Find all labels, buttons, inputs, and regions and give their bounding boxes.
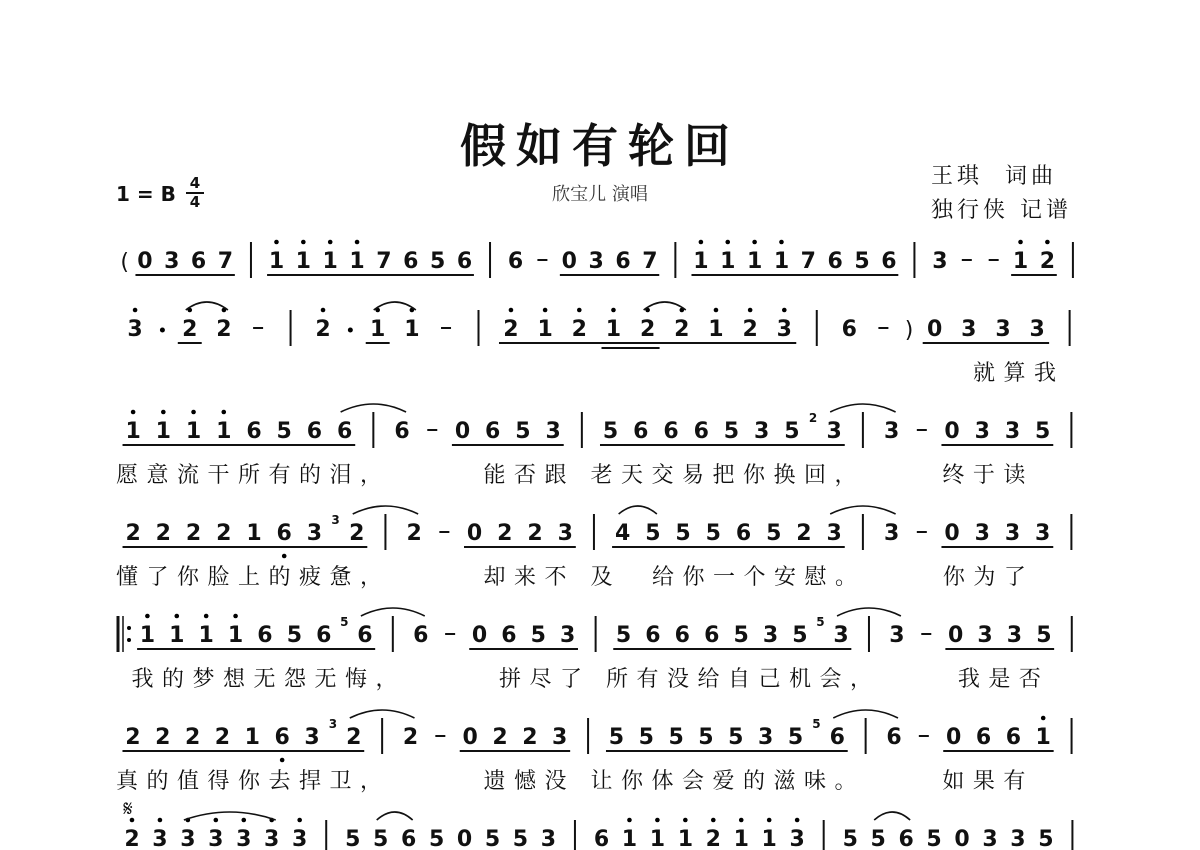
note: 5: [373, 827, 389, 850]
note: 3: [152, 827, 168, 850]
note: 6: [456, 249, 473, 274]
octave-up-dot: [1041, 716, 1046, 721]
note: 5: [728, 725, 744, 750]
note: 3: [208, 827, 224, 850]
note: 3: [826, 521, 842, 546]
note: 2: [796, 521, 812, 546]
note: 1: [370, 317, 386, 342]
note: 1: [227, 623, 244, 648]
note: 1: [139, 623, 156, 648]
note: 3: [1006, 623, 1023, 648]
note: 6: [975, 725, 992, 750]
note: 2: [742, 317, 758, 342]
note: 1: [185, 419, 202, 444]
note: 2: [639, 317, 656, 342]
note: 1: [322, 249, 338, 274]
note: 3: [306, 521, 323, 546]
lyric-line-3: 愿意流干所有的泪， 能否跟 老天交易把你换回， 终于读: [116, 463, 1034, 488]
note: 5: [615, 623, 632, 648]
octave-up-dot: [221, 410, 226, 415]
slur: [830, 404, 895, 412]
note: 6: [357, 623, 373, 648]
note: 5: [766, 521, 782, 546]
note: 5: [1036, 623, 1052, 648]
octave-up-dot: [355, 240, 360, 245]
grace-note: 5: [340, 615, 349, 629]
performer-credit: 欣宝儿 演唱: [552, 184, 648, 205]
note: 6: [841, 317, 857, 342]
octave-down-dot: [280, 758, 285, 763]
note: 5: [638, 725, 654, 750]
note: 1: [605, 317, 622, 342]
time-signature-top: 4: [189, 174, 201, 192]
note: 1: [708, 317, 724, 342]
note: 1: [268, 249, 285, 274]
note: 5: [530, 623, 546, 648]
lyric-line-5: 我的梦想无怨无悔， 拼尽了 所有没给自己机会， 我是否: [116, 667, 1050, 692]
note: 3: [974, 521, 990, 546]
lyric-line-2: 就算我: [973, 361, 1065, 386]
octave-up-dot: [204, 614, 209, 619]
note: 2: [214, 725, 231, 750]
octave-up-dot: [274, 240, 279, 245]
note: 6: [413, 623, 429, 648]
note: 2: [674, 317, 690, 342]
note: 5: [484, 827, 501, 850]
note: 6: [394, 419, 410, 444]
note: 0: [561, 249, 577, 274]
note: 3: [883, 419, 900, 444]
note: 6: [615, 249, 631, 274]
octave-up-dot: [543, 308, 548, 313]
note: 5: [926, 827, 942, 850]
octave-up-dot: [161, 410, 166, 415]
slur: [374, 302, 416, 310]
note: 2: [527, 521, 543, 546]
note: 2: [522, 725, 538, 750]
octave-up-dot: [301, 240, 306, 245]
octave-up-dot: [711, 818, 716, 823]
lyrics-music-credit: 王琪 词曲: [931, 164, 1057, 189]
octave-up-dot: [328, 240, 333, 245]
octave-down-dot: [282, 554, 287, 559]
octave-up-dot: [174, 614, 179, 619]
note: 1: [1035, 725, 1051, 750]
note: 6: [735, 521, 752, 546]
octave-up-dot: [191, 410, 196, 415]
note: 5: [668, 725, 684, 750]
note: 2: [184, 725, 201, 750]
note: 5: [723, 419, 740, 444]
note: 3: [789, 827, 805, 850]
octave-up-dot: [782, 308, 787, 313]
note: 5: [602, 419, 619, 444]
transcriber-credit: 独行侠 记谱: [931, 198, 1072, 223]
grace-note: 2: [808, 411, 818, 425]
note: 2: [216, 521, 232, 546]
note: 3: [164, 249, 180, 274]
note: 2: [497, 521, 513, 546]
note: 2: [315, 317, 331, 342]
note: 1: [125, 419, 141, 444]
octave-up-dot: [131, 410, 136, 415]
note: 3: [1035, 521, 1051, 546]
slur: [874, 812, 910, 820]
note: 5: [842, 827, 858, 850]
note: 6: [485, 419, 501, 444]
note: 1: [773, 249, 790, 274]
note: 2: [349, 521, 365, 546]
note: 3: [776, 317, 792, 342]
note: 1: [733, 827, 749, 850]
note: 6: [316, 623, 332, 648]
note: 3: [557, 521, 573, 546]
octave-up-dot: [1045, 240, 1050, 245]
octave-up-dot: [748, 308, 753, 313]
octave-up-dot: [699, 240, 704, 245]
note: 6: [403, 249, 419, 274]
note: 3: [889, 623, 905, 648]
slur: [341, 404, 406, 412]
note: 5: [854, 249, 870, 274]
bracket: ): [904, 318, 914, 343]
note: 1: [216, 419, 232, 444]
slur: [619, 506, 657, 514]
note: 3: [1004, 419, 1021, 444]
note: 5: [286, 623, 303, 648]
note: 5: [512, 827, 529, 850]
note: 5: [792, 623, 808, 648]
note: 2: [125, 521, 141, 546]
note: 5: [787, 725, 804, 750]
note: 3: [1029, 317, 1045, 342]
octave-up-dot: [133, 308, 138, 313]
note: 2: [503, 317, 519, 342]
note: 3: [982, 827, 998, 850]
octave-up-dot: [767, 818, 772, 823]
note: 2: [216, 317, 232, 342]
note: 1: [746, 249, 763, 274]
note: 6: [829, 725, 845, 750]
note: 6: [898, 827, 914, 850]
note: 0: [454, 419, 471, 444]
note: 2: [571, 317, 587, 342]
octave-up-dot: [795, 818, 800, 823]
note: 3: [883, 521, 900, 546]
note: 5: [784, 419, 800, 444]
octave-up-dot: [725, 240, 730, 245]
note: 0: [137, 249, 153, 274]
note: 3: [545, 419, 561, 444]
key-signature: 1 = B: [116, 182, 176, 206]
note: 3: [540, 827, 557, 850]
note: 5: [345, 827, 361, 850]
note: 3: [977, 623, 993, 648]
note: 5: [705, 521, 721, 546]
note: 2: [406, 521, 422, 546]
note: 7: [642, 249, 658, 274]
note: 2: [155, 725, 171, 750]
note: 6: [633, 419, 649, 444]
octave-up-dot: [509, 308, 514, 313]
note: 6: [663, 419, 679, 444]
note: 2: [346, 725, 362, 750]
note: 6: [645, 623, 661, 648]
note: 0: [462, 725, 478, 750]
slur: [830, 506, 895, 514]
note: 5: [276, 419, 292, 444]
note: 3: [236, 827, 252, 850]
note: 2: [185, 521, 202, 546]
note: 3: [127, 317, 143, 342]
note: 1: [1012, 249, 1029, 274]
note: 1: [244, 725, 260, 750]
note: 1: [246, 521, 262, 546]
note: 1: [295, 249, 311, 274]
note: 1: [404, 317, 420, 342]
note: 5: [428, 827, 445, 850]
note: 3: [180, 827, 196, 850]
note: 6: [501, 623, 517, 648]
note: 3: [762, 623, 779, 648]
note: 0: [471, 623, 488, 648]
note: 3: [754, 419, 770, 444]
note: 3: [552, 725, 568, 750]
note: 1: [761, 827, 777, 850]
note: 5: [645, 521, 661, 546]
grace-note: 5: [812, 717, 821, 731]
note: 2: [492, 725, 508, 750]
octave-up-dot: [1018, 240, 1023, 245]
repeat-dot: [127, 638, 131, 642]
note: 6: [881, 249, 897, 274]
note: 0: [944, 521, 960, 546]
note: 5: [608, 725, 625, 750]
grace-note: 3: [331, 513, 340, 527]
note: 5: [1035, 419, 1051, 444]
octave-up-dot: [158, 818, 163, 823]
note: 1: [169, 623, 185, 648]
note: 3: [264, 827, 280, 850]
note: 3: [974, 419, 990, 444]
note: 3: [995, 317, 1011, 342]
note: 6: [827, 249, 843, 274]
note: 7: [376, 249, 392, 274]
octave-up-dot: [714, 308, 719, 313]
octave-up-dot: [241, 818, 246, 823]
note: 2: [705, 827, 721, 850]
octave-up-dot: [655, 818, 660, 823]
note: 0: [944, 419, 960, 444]
note: 6: [274, 725, 290, 750]
slur: [186, 302, 228, 310]
note: 2: [182, 317, 198, 342]
note: 6: [674, 623, 690, 648]
note: 0: [954, 827, 970, 850]
octave-up-dot: [627, 818, 632, 823]
note: 5: [733, 623, 749, 648]
note: 2: [155, 521, 171, 546]
note: 5: [515, 419, 531, 444]
bracket: (: [120, 250, 130, 275]
note: 3: [304, 725, 320, 750]
note: 0: [948, 623, 964, 648]
octave-up-dot: [145, 614, 150, 619]
note: 6: [336, 419, 353, 444]
note: 6: [704, 623, 720, 648]
note: 2: [124, 827, 140, 850]
grace-note: 5: [816, 615, 825, 629]
note: 1: [649, 827, 666, 850]
segno-sign: 𝄋: [123, 797, 133, 822]
note: 0: [456, 827, 473, 850]
note: 3: [826, 419, 842, 444]
note: 0: [926, 317, 943, 342]
note: 3: [757, 725, 774, 750]
note: 1: [693, 249, 709, 274]
slur: [361, 608, 425, 616]
octave-up-dot: [611, 308, 616, 313]
note: 0: [946, 725, 962, 750]
octave-up-dot: [321, 308, 326, 313]
note: 4: [614, 521, 631, 546]
note: 5: [870, 827, 886, 850]
note: 5: [429, 249, 446, 274]
note: 1: [621, 827, 638, 850]
augmentation-dot: [348, 328, 353, 333]
octave-up-dot: [683, 818, 688, 823]
note: 6: [593, 827, 610, 850]
note: 3: [292, 827, 308, 850]
note: 3: [1004, 521, 1021, 546]
note: 6: [257, 623, 273, 648]
note: 2: [402, 725, 419, 750]
note: 7: [217, 249, 234, 274]
note: 6: [276, 521, 292, 546]
note: 2: [1039, 249, 1056, 274]
note: 6: [886, 725, 902, 750]
slur: [353, 506, 418, 514]
song-title: 假如有轮回: [460, 119, 740, 173]
note: 0: [466, 521, 483, 546]
slur: [644, 302, 686, 310]
octave-up-dot: [577, 308, 582, 313]
note: 6: [507, 249, 524, 274]
note: 6: [693, 419, 709, 444]
octave-up-dot: [752, 240, 757, 245]
grace-note: 3: [328, 717, 338, 731]
note: 1: [537, 317, 553, 342]
repeat-dot: [127, 626, 131, 630]
note: 6: [246, 419, 262, 444]
octave-up-dot: [297, 818, 302, 823]
lyric-line-4: 懂了你脸上的疲惫， 却来不 及 给你一个安慰。 你为了: [116, 565, 1035, 590]
slur: [833, 710, 898, 718]
slur: [837, 608, 901, 616]
note: 1: [720, 249, 736, 274]
note: 5: [1038, 827, 1054, 850]
augmentation-dot: [160, 328, 165, 333]
octave-up-dot: [214, 818, 219, 823]
note: 3: [833, 623, 849, 648]
lyric-line-6: 真的值得你去捍卫， 遗憾没 让你体会爱的滋味。 如果有: [116, 769, 1034, 794]
note: 6: [190, 249, 207, 274]
note: 5: [675, 521, 691, 546]
note: 7: [800, 249, 816, 274]
note: 3: [932, 249, 948, 274]
note: 1: [155, 419, 171, 444]
note: 6: [306, 419, 323, 444]
time-signature-bottom: 4: [189, 193, 201, 211]
note: 6: [1005, 725, 1022, 750]
note: 2: [125, 725, 141, 750]
note: 1: [198, 623, 214, 648]
note: 1: [677, 827, 694, 850]
octave-up-dot: [779, 240, 784, 245]
slur: [350, 710, 415, 718]
note: 1: [349, 249, 365, 274]
octave-up-dot: [233, 614, 238, 619]
note: 3: [588, 249, 604, 274]
octave-up-dot: [739, 818, 744, 823]
note: 3: [560, 623, 576, 648]
slur: [377, 812, 413, 820]
note: 3: [961, 317, 977, 342]
slur: [184, 812, 276, 820]
note: 3: [1010, 827, 1026, 850]
note: 6: [401, 827, 417, 850]
note: 5: [698, 725, 714, 750]
